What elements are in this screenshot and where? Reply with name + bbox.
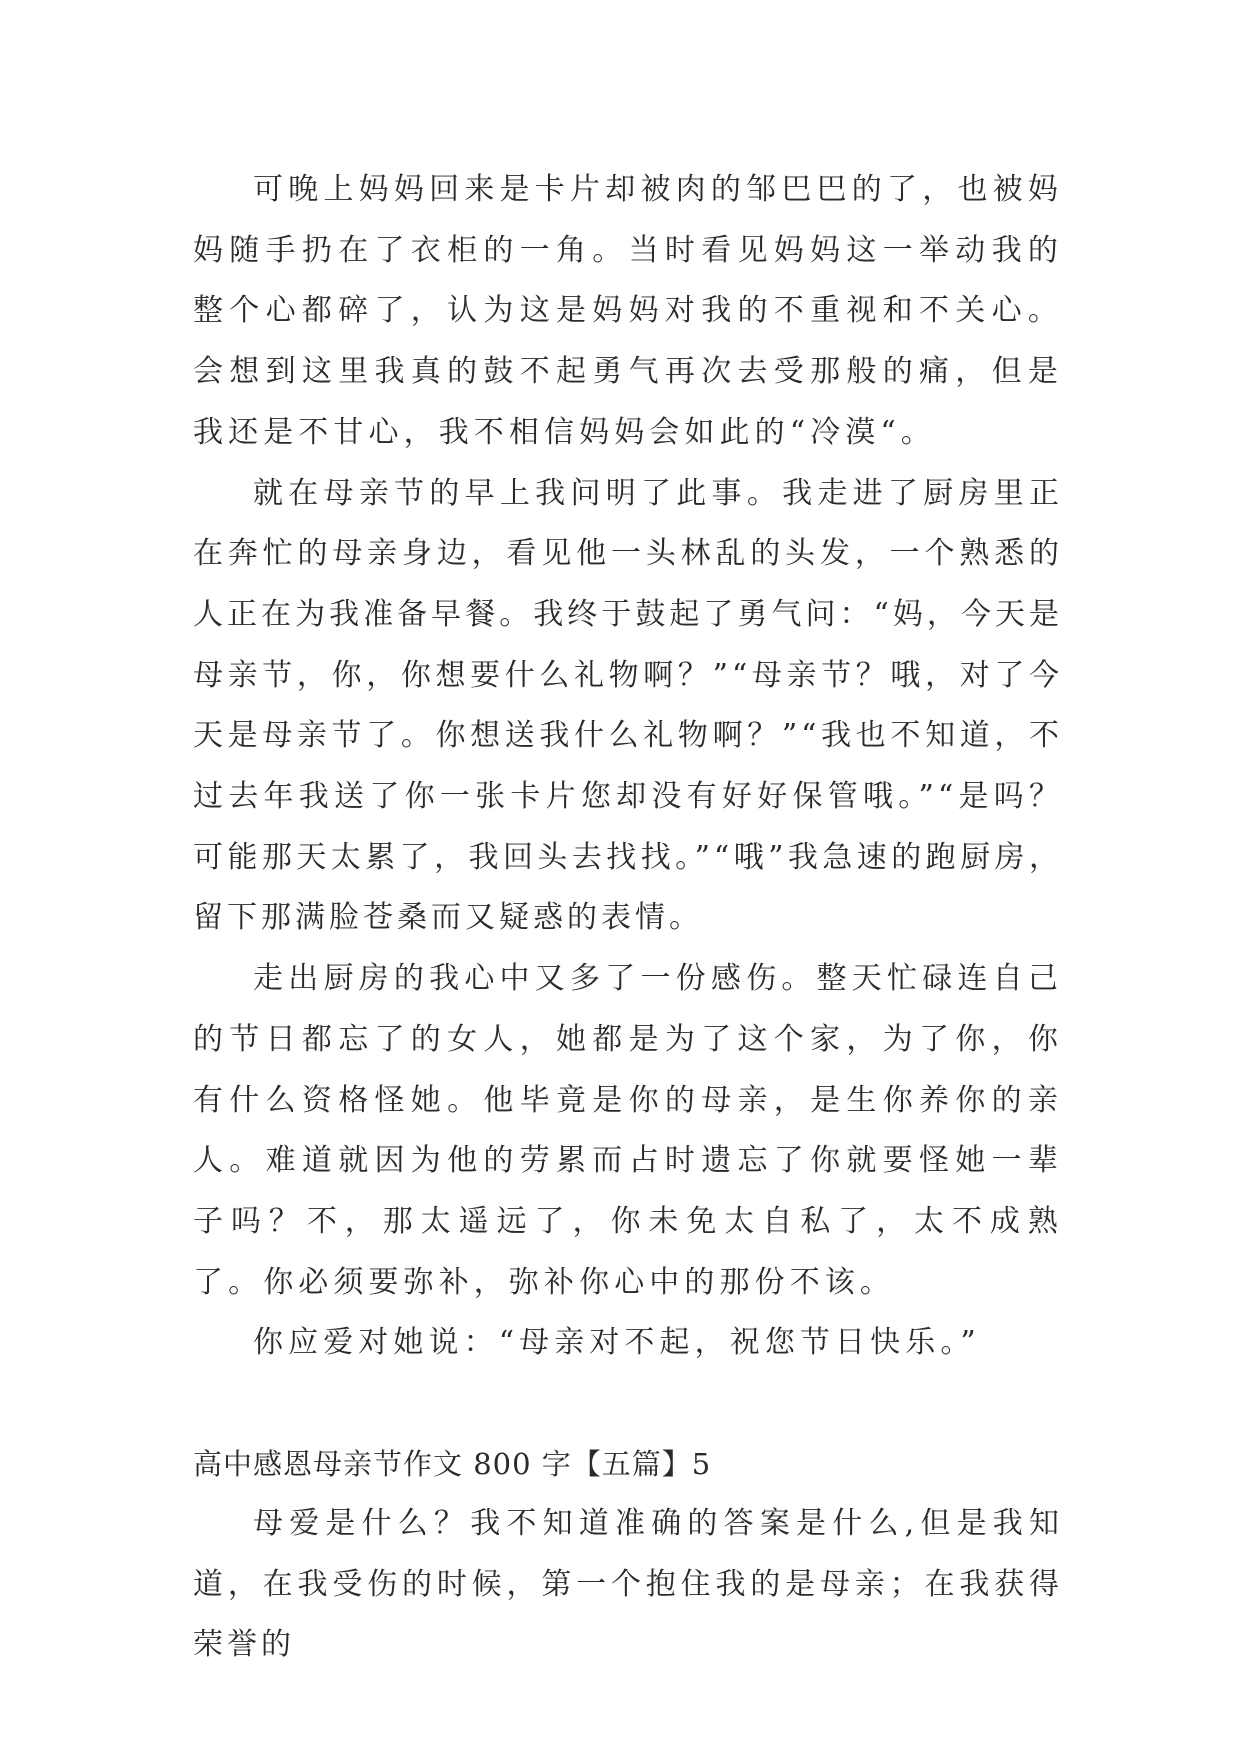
document-body: [193, 160, 1063, 1676]
paragraph-leaving-kitchen: 走出厨房的我心中又多了一份感伤。整天忙碌连自己的节日都忘了的女人，她都是为了这个家，为了你，你有什么资格怪她。他毕竟是你的母亲，是生你养你的亲人。难道就因为他的劳累而占时遗忘了你就要怪她一辈子吗？不，那太遥远了，你未免太自私了，太不成熟了。你必须要弥补，弥补你心中的那份不该。: [193, 961, 1063, 1300]
paragraph-card-crumpled: 可晚上妈妈回来是卡片却被肉的邹巴巴的了，也被妈妈随手扔在了衣柜的一角。当时看见妈妈这一举动我的整个心都碎了，认为这是妈妈对我的不重视和不关心。会想到这里我真的鼓不起勇气再次去受那般的痛，但是我还是不甘心，我不相信妈妈会如此的“冷漠“。: [193, 172, 1063, 450]
paragraph-apology: 你应爱对她说：“母亲对不起，祝您节日快乐。”: [253, 1325, 981, 1361]
paragraph-mothers-day-morning: 就在母亲节的早上我问明了此事。我走进了厨房里正在奔忙的母亲身边，看见他一头林乱的头发，一个熟悉的人正在为我准备早餐。我终于鼓起了勇气问：“妈，今天是母亲节，你，你想要什么礼物啊？”“母亲节？哦，对了今天是母亲节了。你想送我什么礼物啊？”“我也不知道，不过去年我送了你一张卡片您却没有好好保管哦。”“是吗？可能那天太累了，我回头去找找。”“哦”我急速的跑厨房，留下那满脸苍桑而又疑惑的表情。: [193, 475, 1063, 936]
paragraph-what-is-mothers-love: 母爱是什么？我不知道准确的答案是什么,但是我知道，在我受伤的时候，第一个抱住我的是母亲；在我获得荣誉的: [193, 1506, 1063, 1663]
section-heading: 高中感恩母亲节作文 800 字【五篇】5: [193, 1447, 712, 1482]
section-spacer: [193, 1374, 1063, 1434]
